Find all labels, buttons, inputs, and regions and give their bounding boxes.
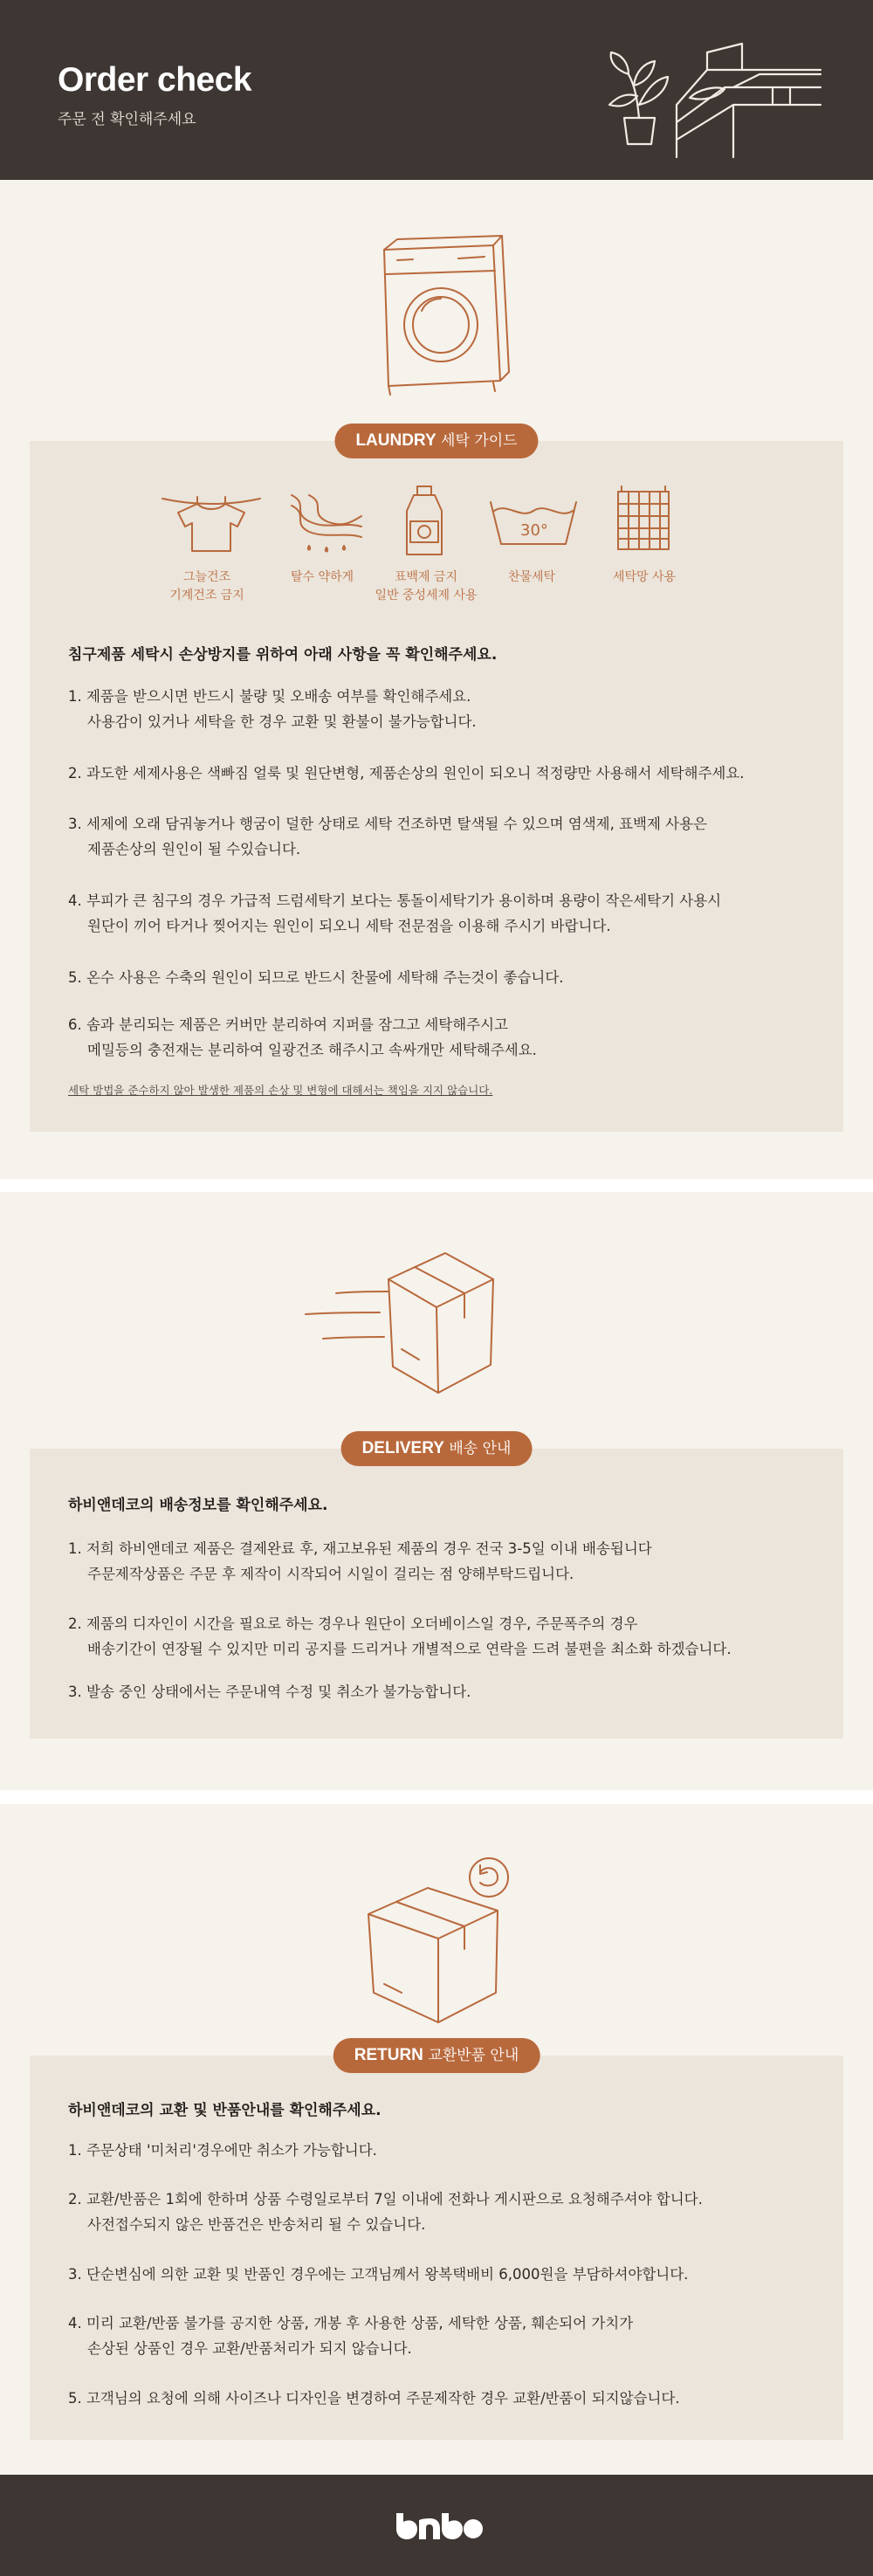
return-title: 하비앤데코의 교환 및 반품안내를 확인해주세요.	[68, 2102, 382, 2119]
care-label-cold-wash: 찬물세탁	[507, 570, 556, 584]
laundry-pill-text: 세탁 가이드	[441, 432, 518, 450]
laundry-net-icon	[613, 485, 674, 554]
header	[0, 0, 873, 180]
delivery-box-icon	[297, 1244, 506, 1410]
return-pill	[333, 2038, 540, 2073]
laundry-disclaimer: 세탁 방법을 준수하지 않아 발생한 제품의 손상 및 변형에 대해서는 책임을 지지 않습니다.	[68, 1084, 493, 1097]
brand-logo	[393, 2510, 484, 2541]
shirt-hanging-icon	[159, 486, 264, 556]
spin-weak-icon	[283, 486, 370, 556]
laundry-pill	[334, 424, 538, 458]
care-label-laundry-net: 세탁망 사용	[612, 570, 677, 584]
laundry-item: 5. 온수 사용은 수축의 원인이 되므로 반드시 찬물에 세탁해 주는것이 좋습니다.	[68, 969, 564, 986]
delivery-item: 2. 제품의 디자인이 시간을 필요로 하는 경우나 원단이 오더베이스일 경우, 주문폭주의 경우 배송기간이 연장될 수 있지만 미리 공지를 드리거나 개별적으로 연락을 드려 불편을 최소화 하겠습니다.	[68, 1615, 732, 1657]
page-subtitle: 주문 전 확인해주세요	[58, 111, 196, 128]
laundry-item: 1. 제품을 받으시면 반드시 불량 및 오배송 여부를 확인해주세요. 사용감이 있거나 세탁을 한 경우 교환 및 환불이 불가능합니다.	[68, 688, 477, 730]
plant-bed-illustration-icon	[602, 35, 829, 166]
return-item: 5. 고객님의 요청에 의해 사이즈나 디자인을 변경하여 주문제작한 경우 교환/반품이 되지않습니다.	[68, 2390, 680, 2407]
footer	[0, 2475, 873, 2576]
return-pill-text: 교환반품 안내	[428, 2047, 519, 2064]
return-section	[0, 1804, 873, 2475]
washing-machine-icon	[362, 224, 519, 398]
delivery-card	[30, 1439, 843, 1739]
delivery-section	[0, 1192, 873, 1790]
laundry-pill-title: LAUNDRY	[355, 431, 436, 450]
return-item: 4. 미리 교환/반품 불가를 공지한 상품, 개봉 후 사용한 상품, 세탁한 상품, 훼손되어 가치가 손상된 상품인 경우 교환/반품처리가 되지 않습니다.	[68, 2315, 634, 2357]
laundry-item: 4. 부피가 큰 침구의 경우 가급적 드럼세탁기 보다는 통돌이세탁기가 용이하며 용량이 작은세탁기 사용시 원단이 끼어 타거나 찢어지는 원인이 되오니 세탁 전문점을 이용해 주시기 바랍니다.	[68, 892, 722, 934]
return-card	[30, 2046, 843, 2440]
delivery-item: 3. 발송 중인 상태에서는 주문내역 수정 및 취소가 불가능합니다.	[68, 1684, 471, 1700]
care-label-shade-dry: 그늘건조 기계건조 금지	[169, 570, 244, 603]
return-item: 1. 주문상태 '미처리'경우에만 취소가 가능합니다.	[68, 2142, 377, 2159]
page-title: Order check	[58, 61, 252, 99]
return-box-icon	[358, 1853, 524, 2028]
laundry-card	[30, 431, 843, 1132]
return-item: 2. 교환/반품은 1회에 한하며 상품 수령일로부터 7일 이내에 전화나 게시판으로 요청해주셔야 합니다. 사전접수되지 않은 반품건은 반송처리 될 수 있습니다.	[68, 2191, 703, 2233]
delivery-pill-text: 배송 안내	[449, 1440, 512, 1457]
delivery-title: 하비앤데코의 배송정보를 확인해주세요.	[68, 1497, 328, 1514]
laundry-title: 침구제품 세탁시 손상방지를 위하여 아래 사항을 꼭 확인해주세요.	[68, 646, 498, 664]
detergent-bottle-icon	[398, 481, 450, 560]
laundry-item: 2. 과도한 세제사용은 색빠짐 얼룩 및 원단변형, 제품손상의 원인이 되오니 적정량만 사용해서 세탁해주세요.	[68, 765, 745, 782]
care-label-no-bleach: 표백제 금지 일반 중성세제 사용	[375, 570, 478, 603]
laundry-section	[0, 180, 873, 1179]
wash-temp-label: 30°	[520, 521, 548, 540]
return-item: 3. 단순변심에 의한 교환 및 반품인 경우에는 고객님께서 왕복택배비 6,000원을 부담하셔야합니다.	[68, 2266, 689, 2283]
delivery-item: 1. 저희 하비앤데코 제품은 결제완료 후, 재고보유된 제품의 경우 전국 3-5일 이내 배송됩니다 주문제작상품은 주문 후 제작이 시작되어 시일이 걸리는 점 양해부탁드립니다.	[68, 1540, 652, 1582]
cold-wash-icon	[485, 493, 581, 554]
return-pill-title: RETURN	[354, 2046, 423, 2064]
laundry-item: 6. 솜과 분리되는 제품은 커버만 분리하여 지퍼를 잠그고 세탁해주시고 메밀등의 충전재는 분리하여 일광건조 해주시고 속싸개만 세탁해주세요.	[68, 1016, 537, 1058]
delivery-pill-title: DELIVERY	[361, 1439, 444, 1457]
laundry-item: 3. 세제에 오래 담궈놓거나 행굼이 덜한 상태로 세탁 건조하면 탈색될 수 있으며 염색제, 표백제 사용은 제품손상의 원인이 될 수있습니다.	[68, 816, 707, 858]
delivery-pill	[341, 1431, 533, 1466]
care-label-weak-spin: 탈수 약하게	[290, 570, 354, 584]
